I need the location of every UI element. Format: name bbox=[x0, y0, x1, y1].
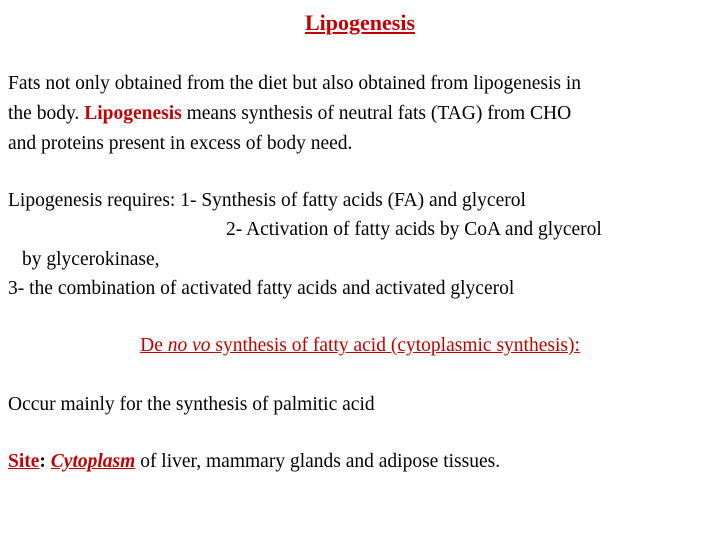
denovo-rest: synthesis of fatty acid (cytoplasmic synthesis): bbox=[210, 335, 580, 356]
requires-line-4: 3- the combination of activated fatty acids and activated glycerol bbox=[8, 278, 515, 299]
site-line bbox=[8, 451, 500, 473]
site-colon: : bbox=[39, 451, 51, 472]
denovo-heading bbox=[0, 335, 720, 357]
site-rest: of liver, mammary glands and adipose tissues. bbox=[135, 451, 501, 472]
slide-title: Lipogenesis bbox=[304, 10, 416, 35]
site-label: Site bbox=[8, 451, 40, 472]
lipogenesis-term: Lipogenesis bbox=[84, 103, 182, 124]
intro-line-2-end: means synthesis of neutral fats (TAG) from CHO bbox=[181, 103, 572, 124]
cytoplasm-term: Cytoplasm bbox=[50, 451, 136, 472]
intro-line-2-start: the body. bbox=[8, 103, 85, 124]
intro-line-1: Fats not only obtained from the diet but also obtained from lipogenesis in bbox=[8, 73, 581, 94]
requires-line-2: 2- Activation of fatty acids by CoA and glycerol bbox=[226, 219, 602, 240]
denovo-prefix: De bbox=[140, 335, 168, 356]
denovo-italic: no vo bbox=[167, 335, 211, 356]
requires-line-3: by glycerokinase, bbox=[22, 249, 160, 270]
intro-line-2 bbox=[8, 103, 571, 125]
intro-line-3: and proteins present in excess of body need. bbox=[8, 133, 353, 154]
occur-line: Occur mainly for the synthesis of palmitic acid bbox=[8, 394, 375, 415]
requires-line-1: Lipogenesis requires: 1- Synthesis of fatty acids (FA) and glycerol bbox=[8, 190, 526, 211]
